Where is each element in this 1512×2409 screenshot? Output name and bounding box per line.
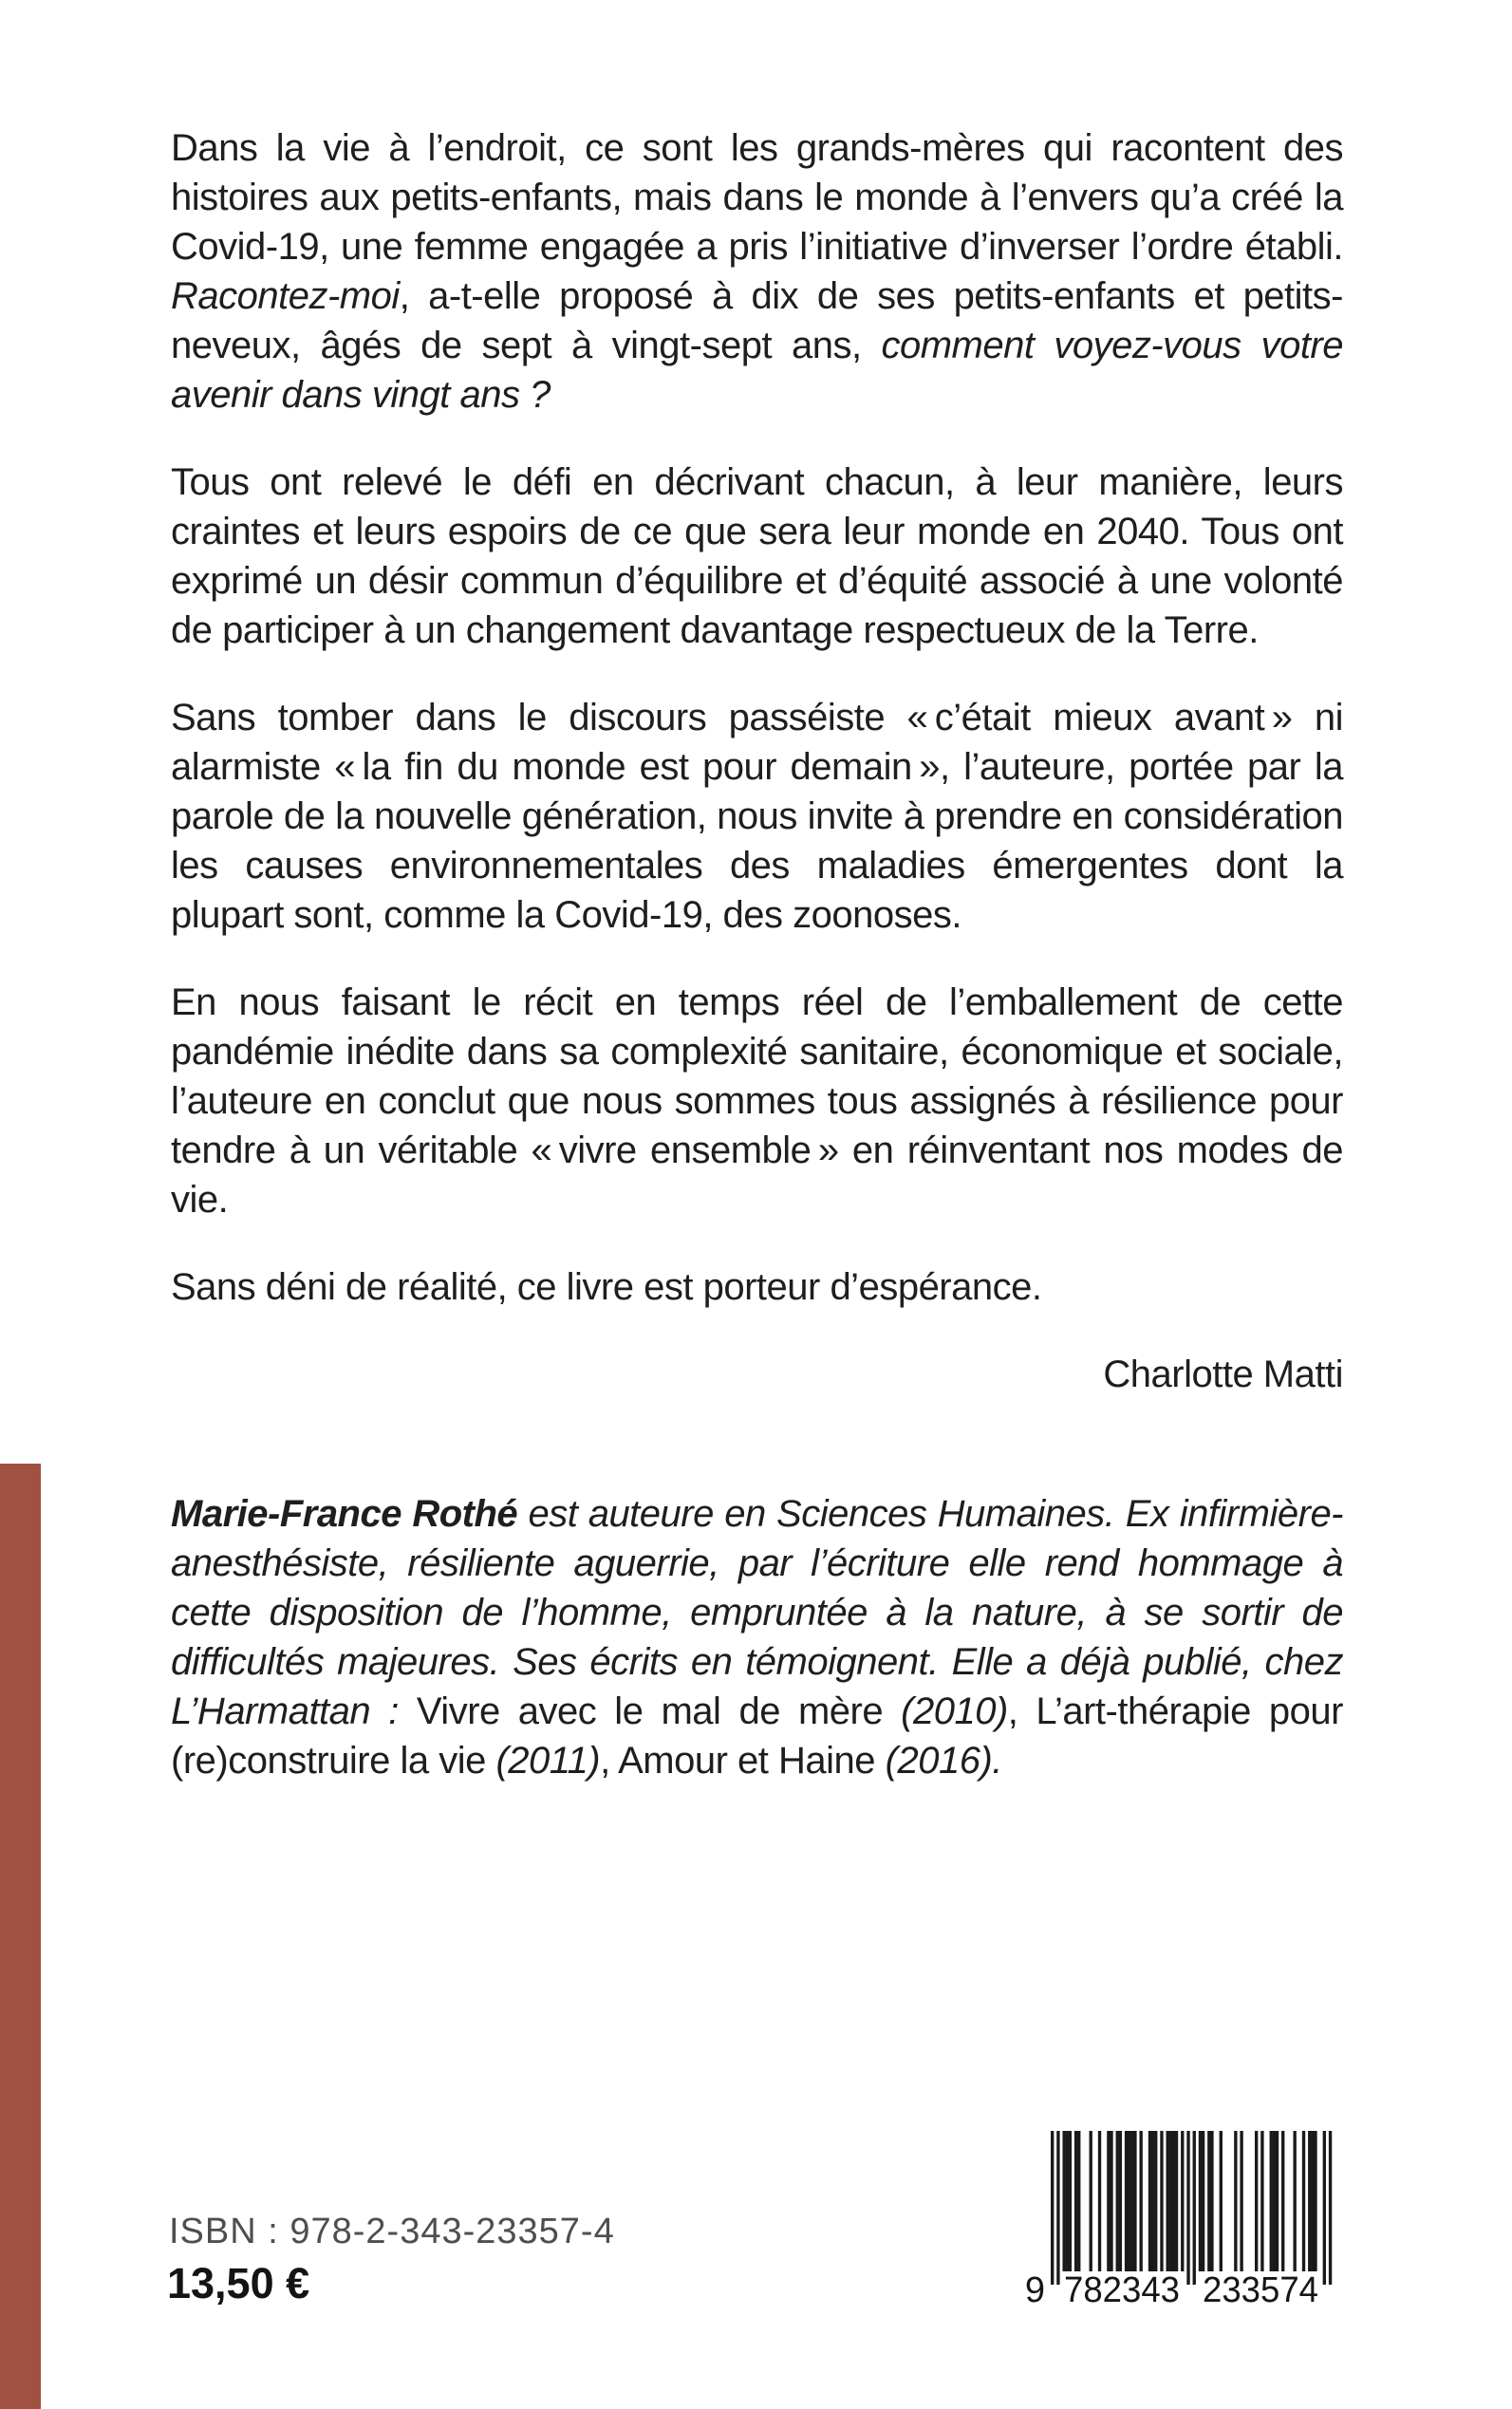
barcode-bar [1062,2131,1065,2271]
text-segment: est auteure en Sciences Humaines. Ex infirmière-anesthésiste, résiliente aguerrie, par l’écriture elle rend hommage à cette disposition de l’homme, empruntée à la nature, à se sortir de difficultés majeures. Ses écrits en témoignent. Elle a déjà publié, chez L’Harmattan : [171,1493,1344,1732]
isbn-text: ISBN : 978-2-343-23357-4 [169,2212,615,2251]
barcode-bar [1090,2131,1092,2271]
paragraph [171,693,1343,940]
barcode-digits-left: 782343 [1064,2270,1180,2310]
barcode-bar [1308,2131,1311,2271]
barcode-bar [1220,2131,1223,2271]
barcode-bar [1066,2131,1069,2271]
synopsis [171,123,1343,1312]
barcode-bar [1193,2131,1196,2285]
text-segment: , L’art-thérapie pour (re)construire la vie [171,1690,1343,1782]
barcode-bar [1074,2131,1077,2271]
text-segment: , a-t-elle proposé à dix de ses petits-enfants et petits-neveux, âgés de sept à vingt-sept ans, [171,275,1343,366]
text-segment: Vivre avec le mal de mère [416,1690,902,1732]
text-segment: Dans la vie à l’endroit, ce sont les grands-mères qui racontent des histoires aux petits-enfants, mais dans le monde à l’envers qu’a créé la Covid-19, une femme engagée a pris l’initiative d’inverser l’ordre établi. [171,127,1343,268]
barcode-bar [1199,2131,1202,2271]
text-segment: comment voyez-vous votre avenir dans vingt ans ? [171,325,1343,416]
text-segment: Tous ont relevé le défi en décrivant chacun, à leur manière, leurs craintes et leurs espoirs de ce que sera leur monde en 2040. Tous ont exprimé un désir commun d’équilibre et d’équité associé à une volonté de participer à un changement davantage respectueux de la Terre. [171,461,1343,651]
barcode-bar [1270,2131,1273,2271]
barcode-digit-first: 9 [1024,2270,1045,2310]
barcode-bar [1167,2131,1169,2271]
text-segment: Racontez-moi [171,275,400,317]
barcode-bar [1181,2131,1184,2271]
barcode-bar [1240,2131,1242,2271]
paragraph [171,978,1343,1224]
barcode-bar [1119,2131,1122,2271]
barcode-bar [1110,2131,1112,2271]
barcode-bar [1160,2131,1163,2271]
barcode-bar [1234,2131,1237,2271]
text-segment: (2016). [885,1740,1002,1782]
barcode-bar [1311,2131,1314,2271]
barcode-bar [1139,2131,1142,2271]
paragraph [171,123,1343,420]
barcode-bar [1276,2131,1279,2271]
barcode-bar [1202,2131,1204,2271]
text-segment: (2010) [901,1690,1008,1732]
barcode-bar [1323,2131,1326,2285]
text-segment: Sans déni de réalité, ce livre est porteur d’espérance. [171,1266,1042,1308]
barcode-bar [1056,2131,1059,2285]
barcode-bar [1293,2131,1296,2271]
barcode-bar [1128,2131,1130,2271]
barcode-bar [1210,2131,1213,2271]
price-text: 13,50 € [167,2259,310,2307]
back-cover-text [171,123,1343,1785]
author-bio [171,1489,1343,1785]
barcode-bar [1125,2131,1128,2271]
signature: Charlotte Matti [1103,1354,1343,1395]
barcode-bar [1116,2131,1119,2271]
text-segment: En nous faisant le récit en temps réel de l’emballement de cette pandémie inédite dans sa complexité sanitaire, économique et sociale, l’auteure en conclut que nous sommes tous assignés à résilience pour tendre à un véritable « vivre ensemble » en réinventant nos modes de vie. [171,981,1343,1221]
barcode-bar [1314,2131,1316,2271]
paragraph [171,1262,1343,1312]
barcode-bar [1077,2131,1080,2271]
spine-accent-stripe [0,1464,41,2409]
text-segment: , Amour et Haine [600,1740,886,1782]
barcode-bar [1130,2131,1133,2271]
barcode-bar [1175,2131,1178,2271]
barcode-bar [1148,2131,1151,2271]
barcode-bar [1154,2131,1157,2271]
barcode-bar [1098,2131,1101,2271]
text-segment: Marie-France Rothé [171,1493,518,1535]
barcode-bar [1273,2131,1276,2271]
barcode-bar [1172,2131,1175,2271]
barcode-bar [1133,2131,1136,2271]
text-segment: Sans tomber dans le discours passéiste « c’était mieux avant » ni alarmiste « la fin du monde est pour demain », l’auteure, portée par la parole de la nouvelle génération, nous invite à prendre en considération les causes environnementales des maladies émergentes dont la plupart sont, comme la Covid-19, des zoonoses. [171,697,1343,936]
barcode-bar [1069,2131,1072,2271]
barcode-bar [1281,2131,1284,2271]
barcode-bars [1051,2131,1332,2285]
barcode-bar [1260,2131,1263,2271]
barcode-bar [1207,2131,1210,2271]
barcode-bar [1051,2131,1054,2285]
barcode-bar [1255,2131,1258,2271]
barcode-bar [1186,2131,1189,2285]
barcode-bar [1329,2131,1332,2285]
barcode-bar [1151,2131,1154,2271]
paragraph [171,458,1343,655]
barcode-digits-right: 233574 [1203,2270,1318,2310]
barcode-bar [1302,2131,1305,2271]
barcode-bar [1107,2131,1110,2271]
ean-barcode [1024,2131,1358,2311]
text-segment: (2011) [495,1740,601,1782]
barcode-bar [1169,2131,1172,2271]
